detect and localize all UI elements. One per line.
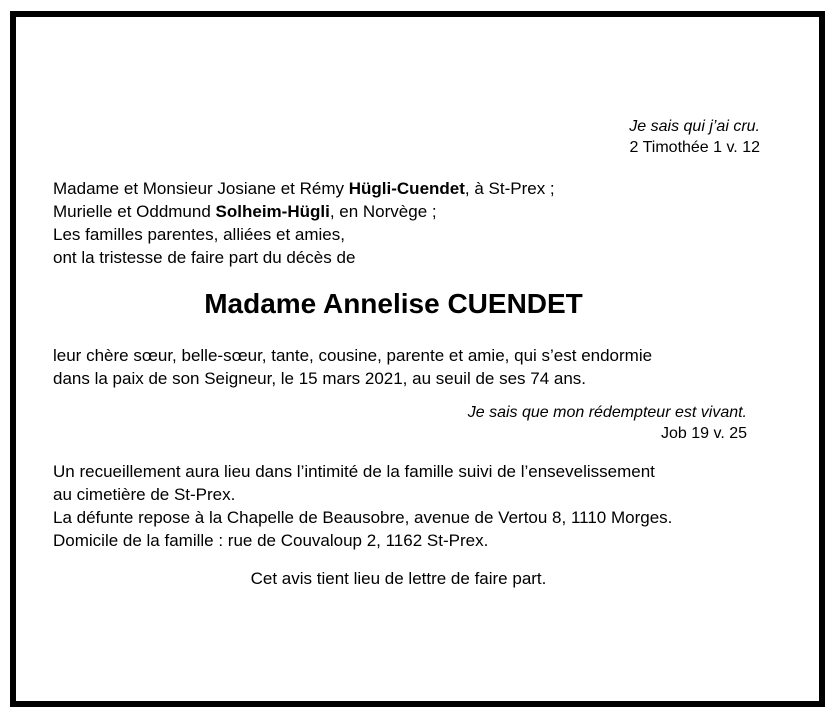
arrangements-line: au cimetière de St-Prex. [53, 485, 236, 504]
scripture-quote-middle [53, 402, 747, 444]
scripture-quote-top-reference: 2 Timothée 1 v. 12 [629, 139, 760, 156]
announcement-line-text: , en Norvège ; [329, 202, 437, 221]
family-name-bold: Solheim-Hügli [215, 202, 330, 221]
family-announcement [53, 177, 783, 269]
scripture-quote-top [53, 116, 760, 158]
announcement-line: ont la tristesse de faire part du décès de [53, 248, 356, 267]
announcement-line-text: Madame et Monsieur Josiane et Rémy [53, 179, 349, 198]
tribute-line: leur chère sœur, belle-sœur, tante, cousine, parente et amie, qui s’est endormie [53, 346, 653, 365]
family-name-bold: Hügli-Cuendet [348, 179, 465, 198]
arrangements-line: La défunte repose à la Chapelle de Beausobre, avenue de Vertou 8, 1110 Morges. [53, 508, 673, 527]
announcement-line [53, 177, 783, 200]
announcement-line-text: Murielle et Oddmund [53, 202, 216, 221]
tribute-paragraph [53, 344, 783, 390]
announcement-line-text: , à St-Prex ; [464, 179, 555, 198]
announcement-line [53, 200, 783, 223]
scripture-quote-top-text: Je sais qui j’ai cru. [629, 118, 760, 135]
arrangements-line: Un recueillement aura lieu dans l’intimité de la famille suivi de l’ensevelissement [53, 462, 655, 481]
arrangements-paragraph [53, 460, 783, 552]
tribute-line: dans la paix de son Seigneur, le 15 mars 2021, au seuil de ses 74 ans. [53, 369, 587, 388]
closing-statement: Cet avis tient lieu de lettre de faire part. [250, 569, 547, 588]
scripture-quote-middle-text: Je sais que mon rédempteur est vivant. [467, 404, 747, 421]
deceased-name-title: Madame Annelise CUENDET [204, 288, 583, 319]
arrangements-line: Domicile de la famille : rue de Couvaloup 2, 1162 St-Prex. [53, 531, 489, 550]
announcement-line: Les familles parentes, alliées et amies, [53, 225, 345, 244]
scripture-quote-middle-reference: Job 19 v. 25 [661, 425, 747, 442]
